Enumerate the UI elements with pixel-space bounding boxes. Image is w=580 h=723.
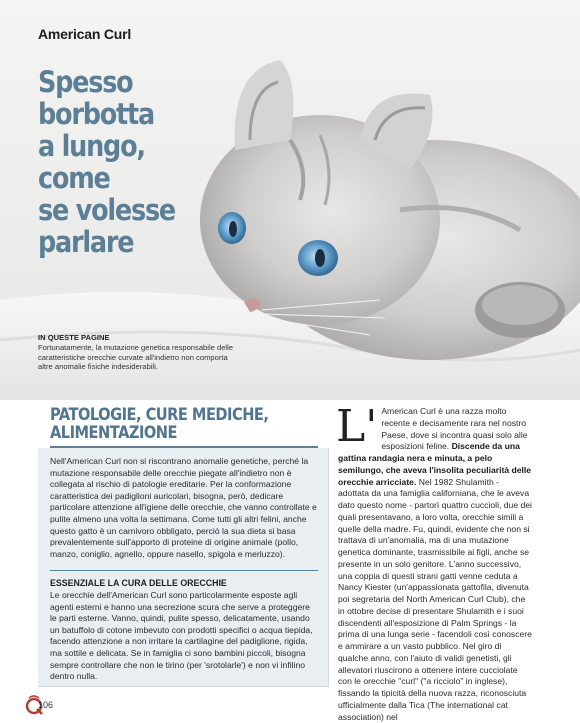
main-article-text (336, 401, 532, 723)
article-text-1: American Curl è una razza molto recente e decisamente rara nel nostro Paese, dove si incontra quasi solo alle esposizioni feline. (381, 406, 528, 452)
drop-cap: L' (336, 401, 378, 452)
ear-care-paragraph: Le orecchie dell'American Curl sono particolarmente esposte agli agenti esterni e hanno una secrezione scura che serve a proteggere le parti esterne. Vanno, quindi, pulite spesso, delicatamente, usando un batuffolo di cotone imbevuto con prodotti specifici o acqua tiepida, facendo attenzione a non irritare la cartilagine del padiglione, rigida, ma sottile e delicata. Se in famiglia ci sono bambini piccoli, bisogna sempre controllare che non le tirino (per 'srotolarle') e non vi infilino dentro nulla. (50, 590, 313, 682)
caption-text: Fortunatamente, la mutazione genetica responsabile delle caratteristiche orecchie curvate all'indietro non comporta altre anomalie fisiche indesiderabili. (38, 342, 234, 372)
section-label: American Curl (38, 26, 132, 42)
headline-line: borbotta (38, 97, 154, 131)
section-title-line: ALIMENTAZIONE (50, 423, 177, 443)
title-underline (50, 446, 318, 448)
headline-line: se volesse (38, 193, 175, 227)
headline-line: parlare (38, 225, 134, 259)
caption-title: IN QUESTE PAGINE (38, 333, 110, 342)
article-text-2: Nel 1982 Shulamith - adottata da una famiglia californiana, che le aveva dato questo nome - partorì quattro cuccioli, due dei quali presentavano, a loro volta, orecchie simili a quelle della madre. Fu, quindi, evidente che non si trattava di un'anomalia, ma di una mutazione genetica dominante, trasmissibile ai figli, anche se presente in un solo genitore. L'anno successivo, una coppia di questi strani gatti venne ceduta a Nancy Kiester (un'appassionata gattofila, divenuta poi segretaria del North American Curl Club), che in ottobre decise di presentare Shulamith e i suoi discendenti all'esposizione di Palm Springs - la prima di una lunga serie - facendoli così conoscere e ammirare a un vasto pubblico. Nel giro di qualche anno, con l'aiuto di validi genetisti, gli allevatori riuscirono a ottenere intere cucciolate con le orecchie "curl" ("a ricciolo" in inglese), fissando la tipicità della nuova razza, riconosciuta ufficialmente dalla Tica (The international cat association) nel (338, 476, 532, 722)
divider (50, 570, 318, 571)
page-number: 106 (38, 700, 54, 710)
headline-line: a lungo, (38, 129, 145, 163)
section-title (50, 406, 282, 442)
headline-line: Spesso (38, 65, 133, 99)
headline (38, 66, 214, 258)
subsection-title: ESSENZIALE LA CURA DELLE ORECCHIE (50, 578, 227, 588)
article-text-bold: Discende da una gattina randagia nera e minuta, a pelo semilungo, che aveva l'insolita peculiarità delle orecchie arricciate. (338, 441, 532, 487)
intro-paragraph: Nell'American Curl non si riscontrano anomalie genetiche, perché la mutazione responsabile delle orecchie piegate all'indietro non è collegata al rischio di patologie ereditarie. Per la conformazione caratteristica dei padiglioni auricolari, bisogna, però, dedicare particolare attenzione all'igiene delle orecchie, che vanno controllate e pulite almeno una volta la settimana. Come tutti gli altri felini, anche questo gatto è un carnivoro obbligato, perciò la sua dieta si basa prevalentemente sull'apporto di proteine di origine animale (pollo, manzo, coniglio, agnello, oppure nasello, spigola e merluzzo). (50, 456, 317, 559)
section-title-line: PATOLOGIE, CURE MEDICHE, (50, 405, 269, 425)
headline-line: come (38, 161, 110, 195)
photo-caption (38, 333, 238, 372)
